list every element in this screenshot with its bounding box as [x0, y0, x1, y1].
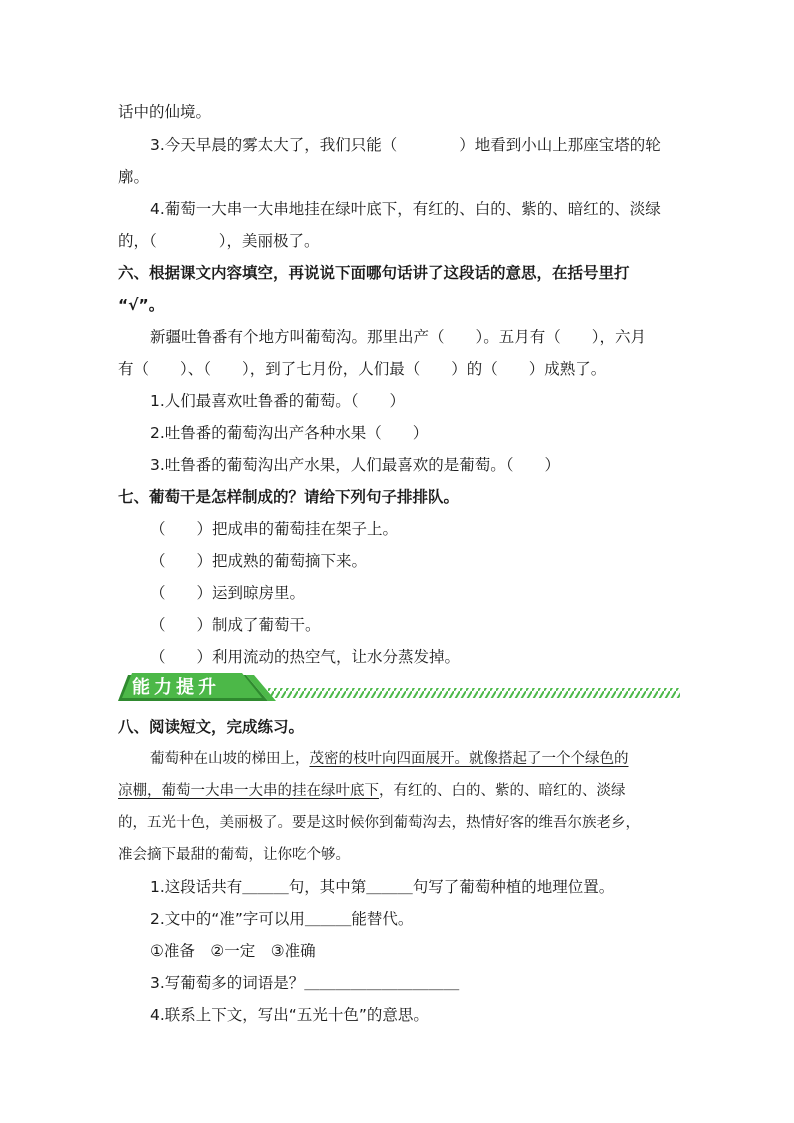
underlined-segment: 茂密的枝叶向四面展开。就像搭起了一个个绿色的 [309, 751, 629, 767]
ability-banner [118, 671, 680, 705]
section-6-heading: 六、根据课文内容填空，再说说下面哪句话讲了这段话的意思，在括号里打 [118, 264, 630, 282]
order-item: （ ）把成熟的葡萄摘下来。 [150, 552, 368, 570]
text-line: 的，（ ），美丽极了。 [118, 232, 320, 250]
reading-line: 准会摘下最甜的葡萄，让你吃个够。 [118, 847, 350, 863]
reading-line [150, 748, 710, 770]
banner-title: 能力提升 [132, 677, 220, 698]
order-item: （ ）制成了葡萄干。 [150, 616, 321, 634]
question-3: 3.写葡萄多的词语是？＿＿＿＿＿＿＿＿＿＿ [150, 974, 460, 992]
underlined-segment: 凉棚，葡萄一大串一大串的挂在绿叶底下 [118, 783, 379, 799]
order-item: （ ）运到晾房里。 [150, 584, 306, 602]
reading-segment: 葡萄种在山坡的梯田上， [150, 751, 310, 767]
text-line: 话中的仙境。 [118, 103, 212, 121]
option-1: 1.人们最喜欢吐鲁番的葡萄。（ ） [150, 392, 406, 410]
question-4: 4.联系上下文，写出“五光十色”的意思。 [150, 1006, 429, 1024]
reading-line: 的，五光十色，美丽极了。要是这时候你到葡萄沟去，热情好客的维吾尔族老乡， [118, 815, 640, 831]
fill-passage-cont: 有（ ）、（ ），到了七月份，人们最（ ）的（ ）成熟了。 [118, 360, 607, 378]
option-3: 3.吐鲁番的葡萄沟出产水果，人们最喜欢的是葡萄。（ ） [150, 456, 561, 474]
order-item: （ ）利用流动的热空气，让水分蒸发掉。 [150, 648, 461, 666]
section-8-heading: 八、阅读短文，完成练习。 [118, 718, 305, 736]
order-item: （ ）把成串的葡萄挂在架子上。 [150, 520, 399, 538]
reading-line [118, 780, 678, 802]
reading-segment: ，有红的、白的、紫的、暗红的、淡绿 [379, 783, 626, 799]
option-2: 2.吐鲁番的葡萄沟出产各种水果（ ） [150, 424, 429, 442]
question-3: 3.今天早晨的雾太大了，我们只能（ ）地看到小山上那座宝塔的轮 [150, 136, 661, 154]
text-line: 廓。 [118, 168, 150, 186]
question-2: 2.文中的“准”字可以用＿＿＿能替代。 [150, 910, 414, 928]
question-1: 1.这段话共有＿＿＿句，其中第＿＿＿句写了葡萄种植的地理位置。 [150, 878, 615, 896]
section-7-heading: 七、葡萄干是怎样制成的？请给下列句子排排队。 [118, 488, 460, 506]
fill-passage: 新疆吐鲁番有个地方叫葡萄沟。那里出产（ ）。五月有（ ），六月 [150, 328, 647, 346]
question-2-options: ①准备 ②一定 ③准确 [150, 942, 316, 960]
section-6-heading-cont: “√”。 [118, 296, 165, 314]
question-4: 4.葡萄一大串一大串地挂在绿叶底下，有红的、白的、紫的、暗红的、淡绿 [150, 200, 661, 218]
